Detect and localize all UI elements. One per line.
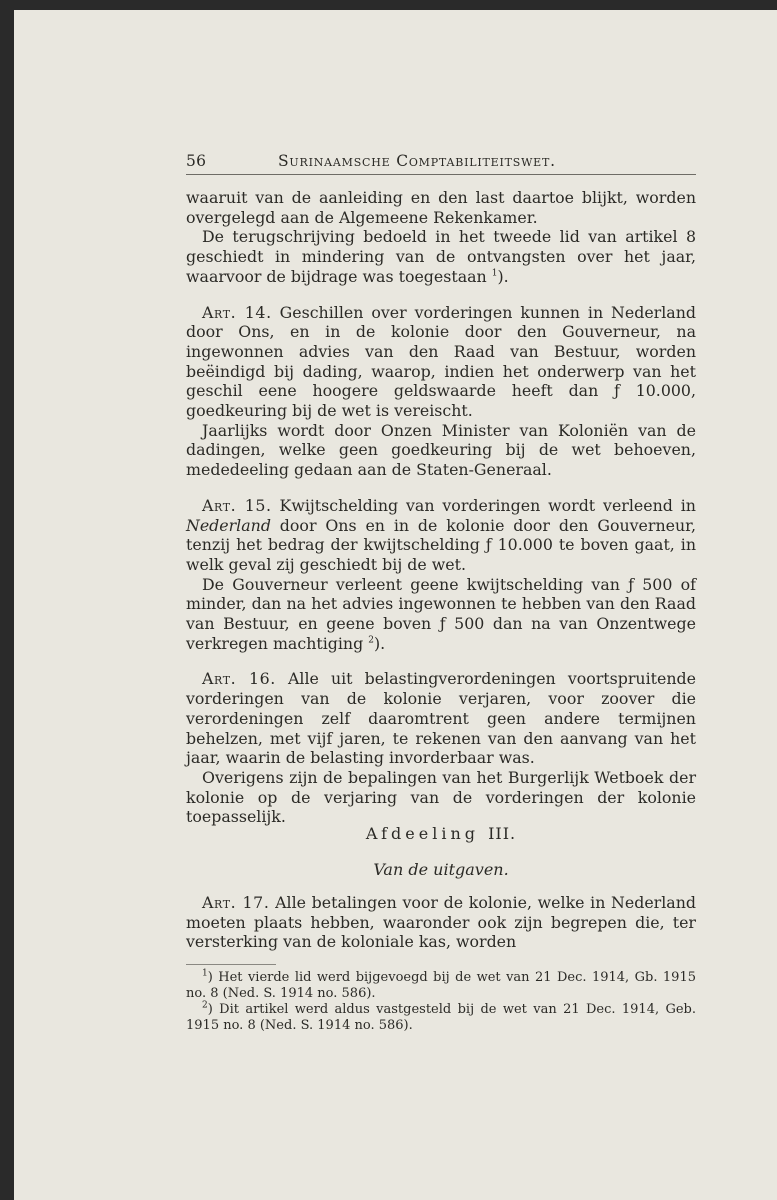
- article-15-paragraph-2: De Gouverneur verleent geene kwijtschelding van ƒ 500 of minder, dan na het advies ingewonnen te hebben van den Raad van Bestuur, en geene boven ƒ 500 dan na van Onzentwege verkregen machtiging $^2$).: [186, 574, 696, 653]
- article-16-label: Art. 16.: [202, 669, 276, 689]
- italic-nederland: Nederland: [186, 515, 271, 535]
- section-title-word: Afdeeling: [365, 824, 479, 843]
- article-17: Art. 17. Alle betalingen voor de kolonie, welke in Nederland moeten plaats hebben, waaronder ook zijn begrepen die, ter versterking van de koloniale kas, worden: [186, 893, 696, 952]
- body-text: [186, 188, 696, 827]
- article-15-label: Art. 15.: [202, 495, 272, 515]
- footnotes: [186, 970, 696, 1034]
- footnote-2: $^2$) Dit artikel werd aldus vastgesteld bij de wet van 21 Dec. 1914, Geb. 1915 no. 8 (Ned. S. 1914 no. 586).: [186, 1000, 696, 1033]
- section-subtitle: Van de uitgaven.: [373, 860, 509, 879]
- book-page: [14, 10, 777, 1200]
- footnote-ref-1: 1: [491, 268, 498, 279]
- footnote-ref-2: 2: [368, 635, 374, 646]
- running-title: Surinaamsche Comptabiliteitswet.: [278, 152, 556, 170]
- paragraph-terugschrijving: De terugschrijving bedoeld in het tweede lid van artikel 8 geschiedt in mindering van de ontvangsten over het jaar, waarvoor de bijdrage was toegestaan $^1$).: [186, 227, 696, 286]
- article-15: Art. 15. Kwijtschelding van vorderingen wordt verleend in Nederland door Ons en in de kolonie door den Gouverneur, tenzij het bedrag der kwijtschelding ƒ 10.000 te boven gaat, in welk geval zij geschiedt bij de wet.: [186, 495, 696, 574]
- article-14-paragraph-2: Jaarlijks wordt door Onzen Minister van Koloniën van de dadingen, welke geen goedkeuring bij de wet behoeven, mededeeling gedaan aan de Staten-Generaal.: [186, 420, 696, 480]
- article-14: Art. 14. Geschillen over vorderingen kunnen in Nederland door Ons, en in de kolonie door den Gouverneur, na ingewonnen advies van den Raad van Bestuur, worden beëindigd bij dading, waarop, indien het onderwerp van het geschil eene hoogere geldswaarde heeft dan ƒ 10.000, goedkeuring bij de wet is vereischt.: [186, 302, 696, 421]
- article-16: Art. 16. Alle uit belastingverordeningen voortspruitende vorderingen van de kolonie verjaren, voor zoover die verordeningen zelf daaromtrent geen andere termijnen behelzen, met vijf jaren, te rekenen van den aanvang van het jaar, waarin de belasting invorderbaar was.: [186, 669, 696, 768]
- article-17-label: Art. 17.: [202, 893, 270, 912]
- paragraph-continued: waaruit van de aanleiding en den last daartoe blijkt, worden overgelegd aan de Algemeene Rekenkamer.: [186, 188, 696, 227]
- section-heading: [186, 824, 696, 843]
- footnote-1: $^1$) Het vierde lid werd bijgevoegd bij de wet van 21 Dec. 1914, Gb. 1915 no. 8 (Ned. S. 1914 no. 586).: [186, 968, 696, 1001]
- section-title-number: III.: [488, 824, 517, 843]
- page-header: [186, 146, 696, 175]
- article-14-label: Art. 14.: [202, 302, 272, 322]
- footnote-divider: [186, 964, 276, 965]
- page-number: 56: [186, 152, 207, 170]
- article-16-paragraph-2: Overigens zijn de bepalingen van het Burgerlijk Wetboek der kolonie op de verjaring van de vorderingen der kolonie toepasselijk.: [186, 767, 696, 827]
